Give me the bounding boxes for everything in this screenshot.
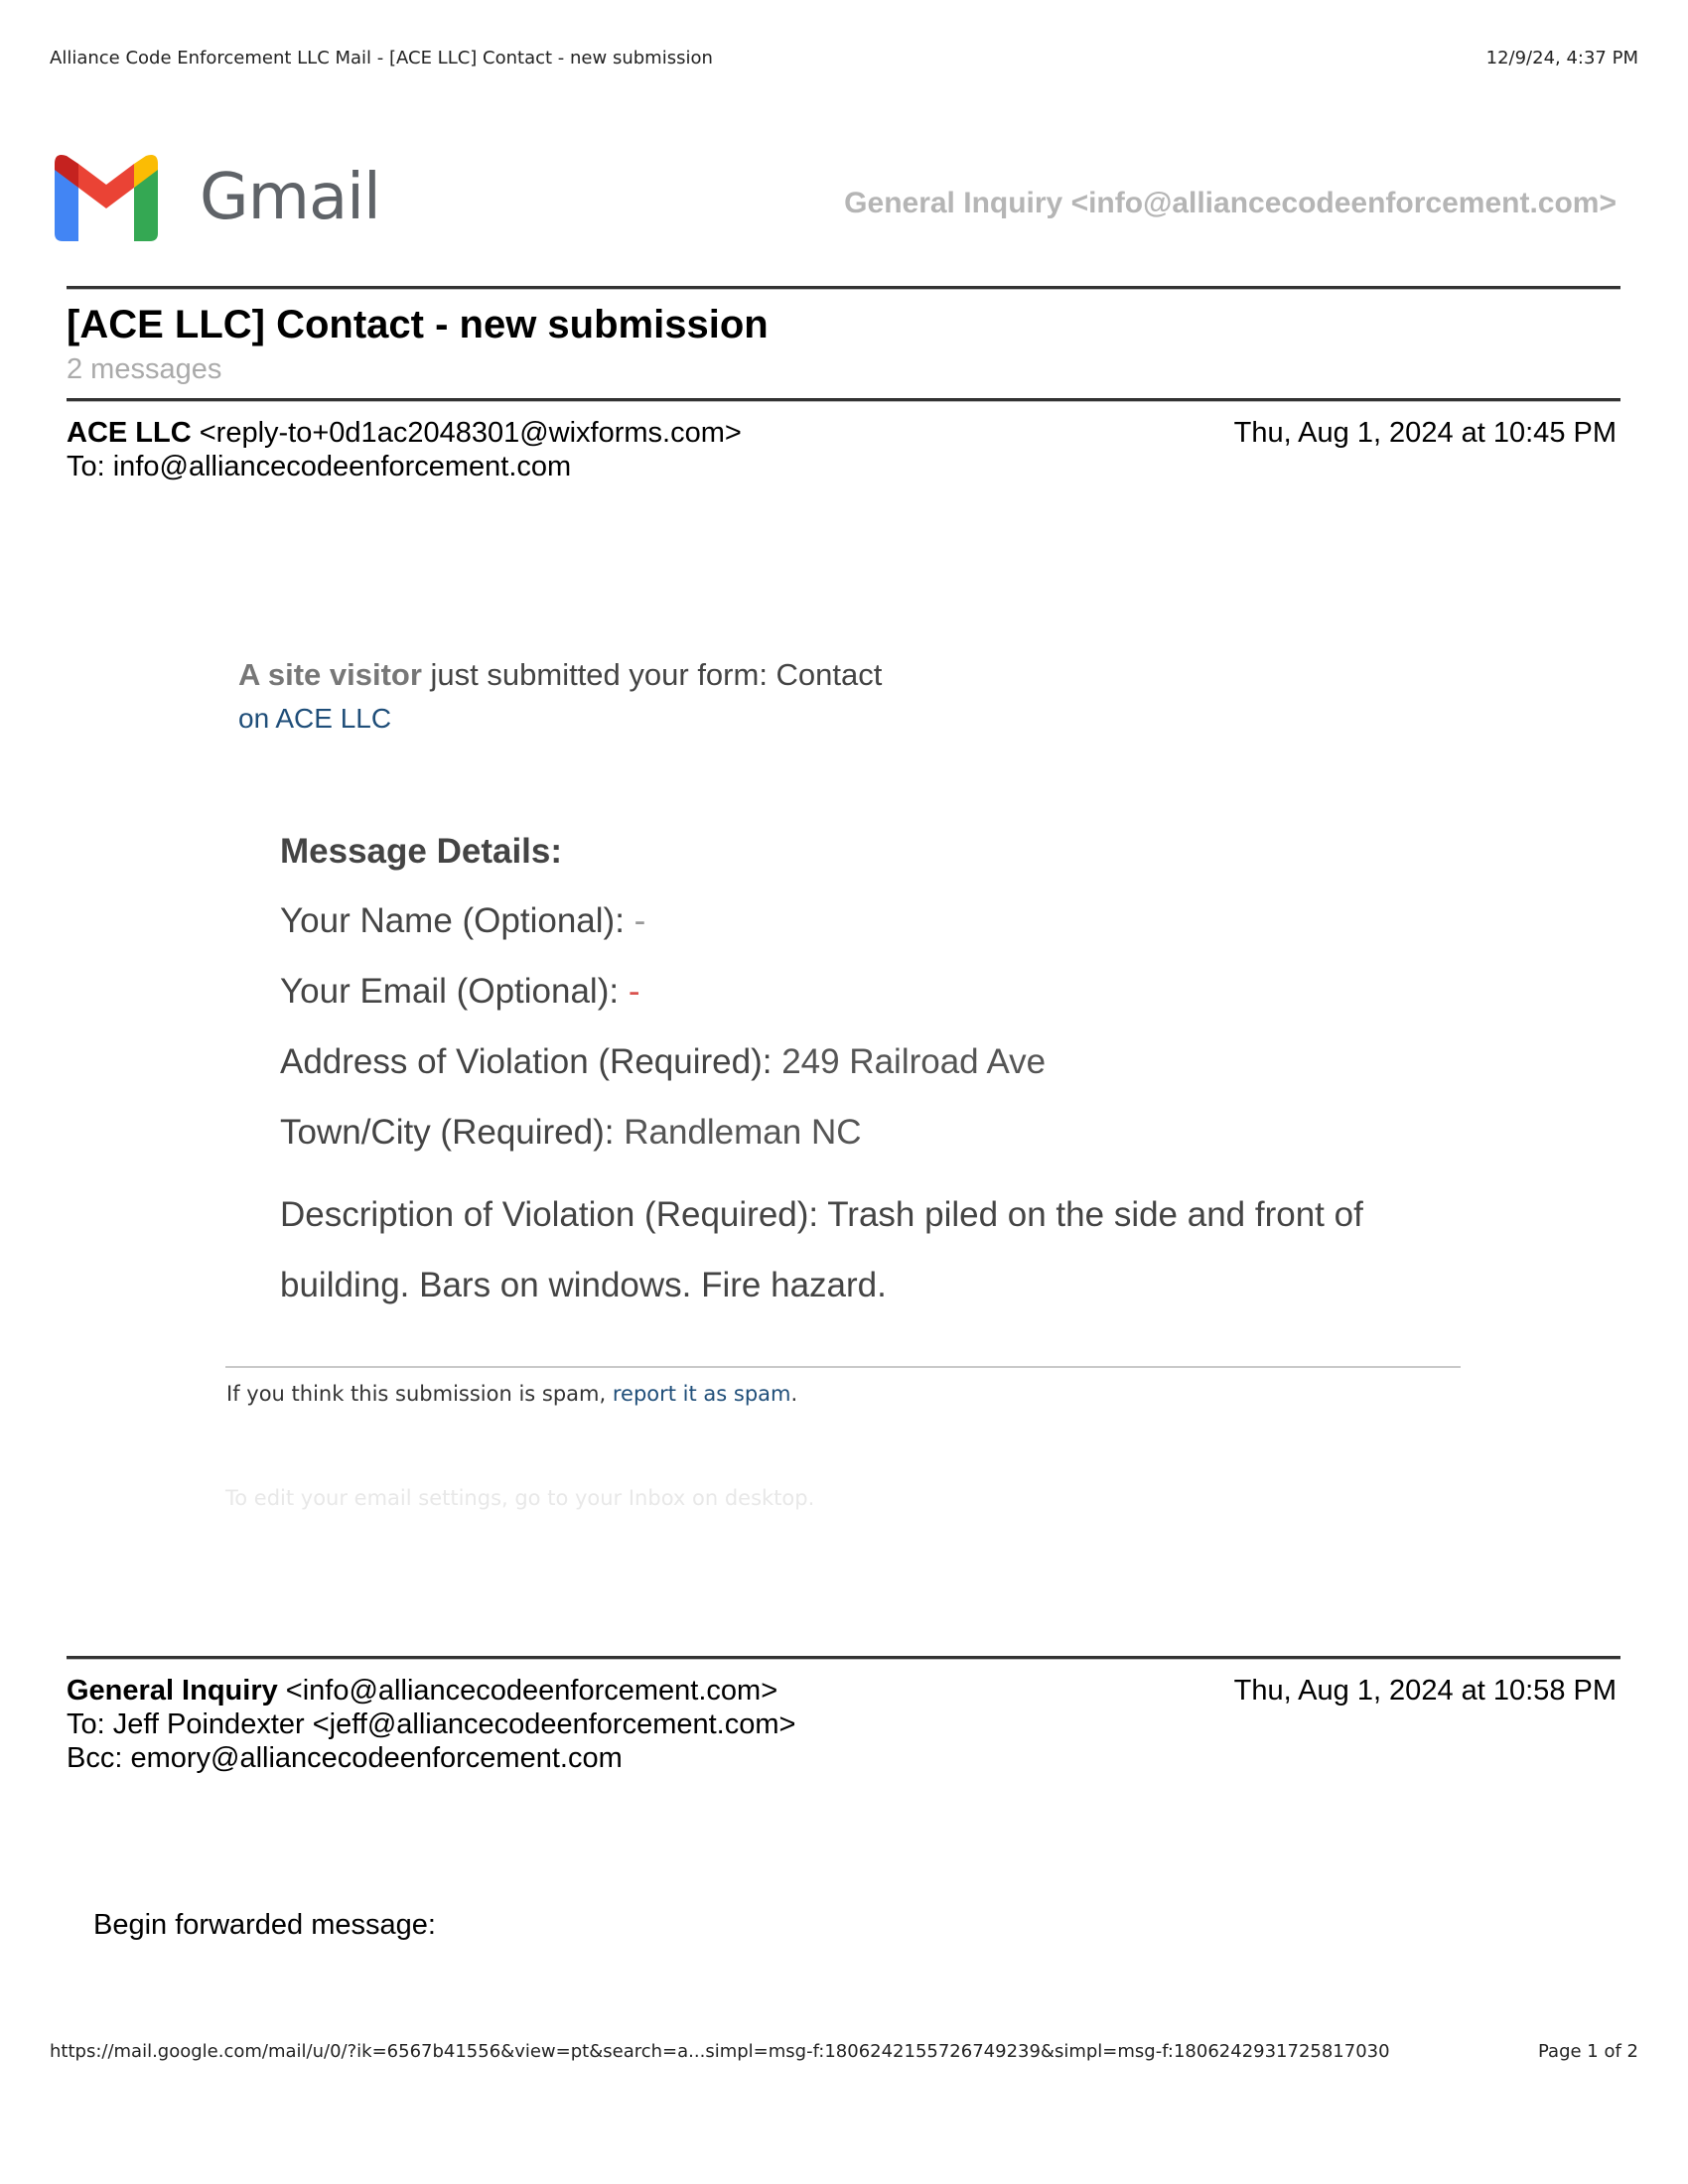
field-value: Randleman NC bbox=[624, 1113, 862, 1152]
account-label: General Inquiry <info@alliancecodeenforcement.com> bbox=[844, 187, 1617, 219]
edit-settings-note: To edit your email settings, go to your Inbox on desktop. bbox=[225, 1486, 815, 1510]
message-2-sender bbox=[67, 1675, 777, 1707]
field-label: Your Name (Optional): bbox=[280, 901, 625, 940]
print-header-date: 12/9/24, 4:37 PM bbox=[1485, 48, 1638, 68]
field-address bbox=[280, 1042, 1046, 1082]
field-label: Your Email (Optional): bbox=[280, 972, 620, 1011]
message-details-title: Message Details: bbox=[280, 832, 563, 871]
message-1-to: To: info@alliancecodeenforcement.com bbox=[67, 451, 572, 482]
field-label: Town/City (Required): bbox=[280, 1113, 615, 1152]
print-header-title: Alliance Code Enforcement LLC Mail - [ACE LLC] Contact - new submission bbox=[50, 48, 713, 68]
visitor-rest: just submitted your form: Contact bbox=[421, 657, 883, 692]
report-spam-link[interactable]: report it as spam bbox=[612, 1382, 791, 1406]
field-description bbox=[280, 1179, 1392, 1320]
field-label: Description of Violation (Required): bbox=[280, 1195, 819, 1234]
sender-name: General Inquiry bbox=[67, 1675, 278, 1706]
thread-subject: [ACE LLC] Contact - new submission bbox=[67, 303, 769, 346]
spam-prefix: If you think this submission is spam, bbox=[226, 1382, 613, 1406]
message-1-date: Thu, Aug 1, 2024 at 10:45 PM bbox=[1233, 417, 1617, 449]
page-number: Page 1 of 2 bbox=[1538, 2041, 1638, 2062]
divider bbox=[67, 286, 1620, 289]
message-2-date: Thu, Aug 1, 2024 at 10:58 PM bbox=[1233, 1675, 1617, 1706]
gmail-logo bbox=[55, 154, 380, 241]
spam-notice bbox=[226, 1382, 797, 1406]
spam-suffix: . bbox=[790, 1382, 798, 1406]
field-value: - bbox=[628, 972, 640, 1011]
visitor-line bbox=[238, 657, 882, 693]
visitor-bold: A site visitor bbox=[238, 657, 422, 692]
field-town-city bbox=[280, 1113, 862, 1153]
field-your-email bbox=[280, 972, 639, 1012]
message-1-sender bbox=[67, 417, 742, 450]
forwarded-label: Begin forwarded message: bbox=[93, 1909, 436, 1941]
field-your-name bbox=[280, 901, 645, 941]
gmail-m-icon bbox=[55, 154, 158, 241]
sender-email: <info@alliancecodeenforcement.com> bbox=[285, 1675, 778, 1706]
field-value: - bbox=[633, 901, 646, 940]
field-label: Address of Violation (Required): bbox=[280, 1042, 773, 1081]
divider bbox=[67, 1656, 1620, 1659]
sender-name: ACE LLC bbox=[67, 417, 192, 449]
gmail-wordmark: Gmail bbox=[200, 161, 380, 234]
field-value: Trash piled on the side and front of building. Bars on windows. Fire hazard. bbox=[280, 1195, 1363, 1304]
sender-email: <reply-to+0d1ac2048301@wixforms.com> bbox=[199, 417, 742, 449]
message-2-bcc: Bcc: emory@alliancecodeenforcement.com bbox=[67, 1742, 623, 1774]
on-site-link[interactable]: on ACE LLC bbox=[238, 703, 392, 734]
field-value: 249 Railroad Ave bbox=[781, 1042, 1047, 1081]
divider bbox=[225, 1366, 1461, 1368]
divider bbox=[67, 398, 1620, 401]
message-2-to: To: Jeff Poindexter <jeff@alliancecodeenforcement.com> bbox=[67, 1708, 796, 1740]
footer-url: https://mail.google.com/mail/u/0/?ik=6567b41556&view=pt&search=a...simpl=msg-f:1806242155726749239&simpl=msg-f:1806242931725817030 bbox=[50, 2041, 1390, 2062]
message-count: 2 messages bbox=[67, 353, 222, 385]
